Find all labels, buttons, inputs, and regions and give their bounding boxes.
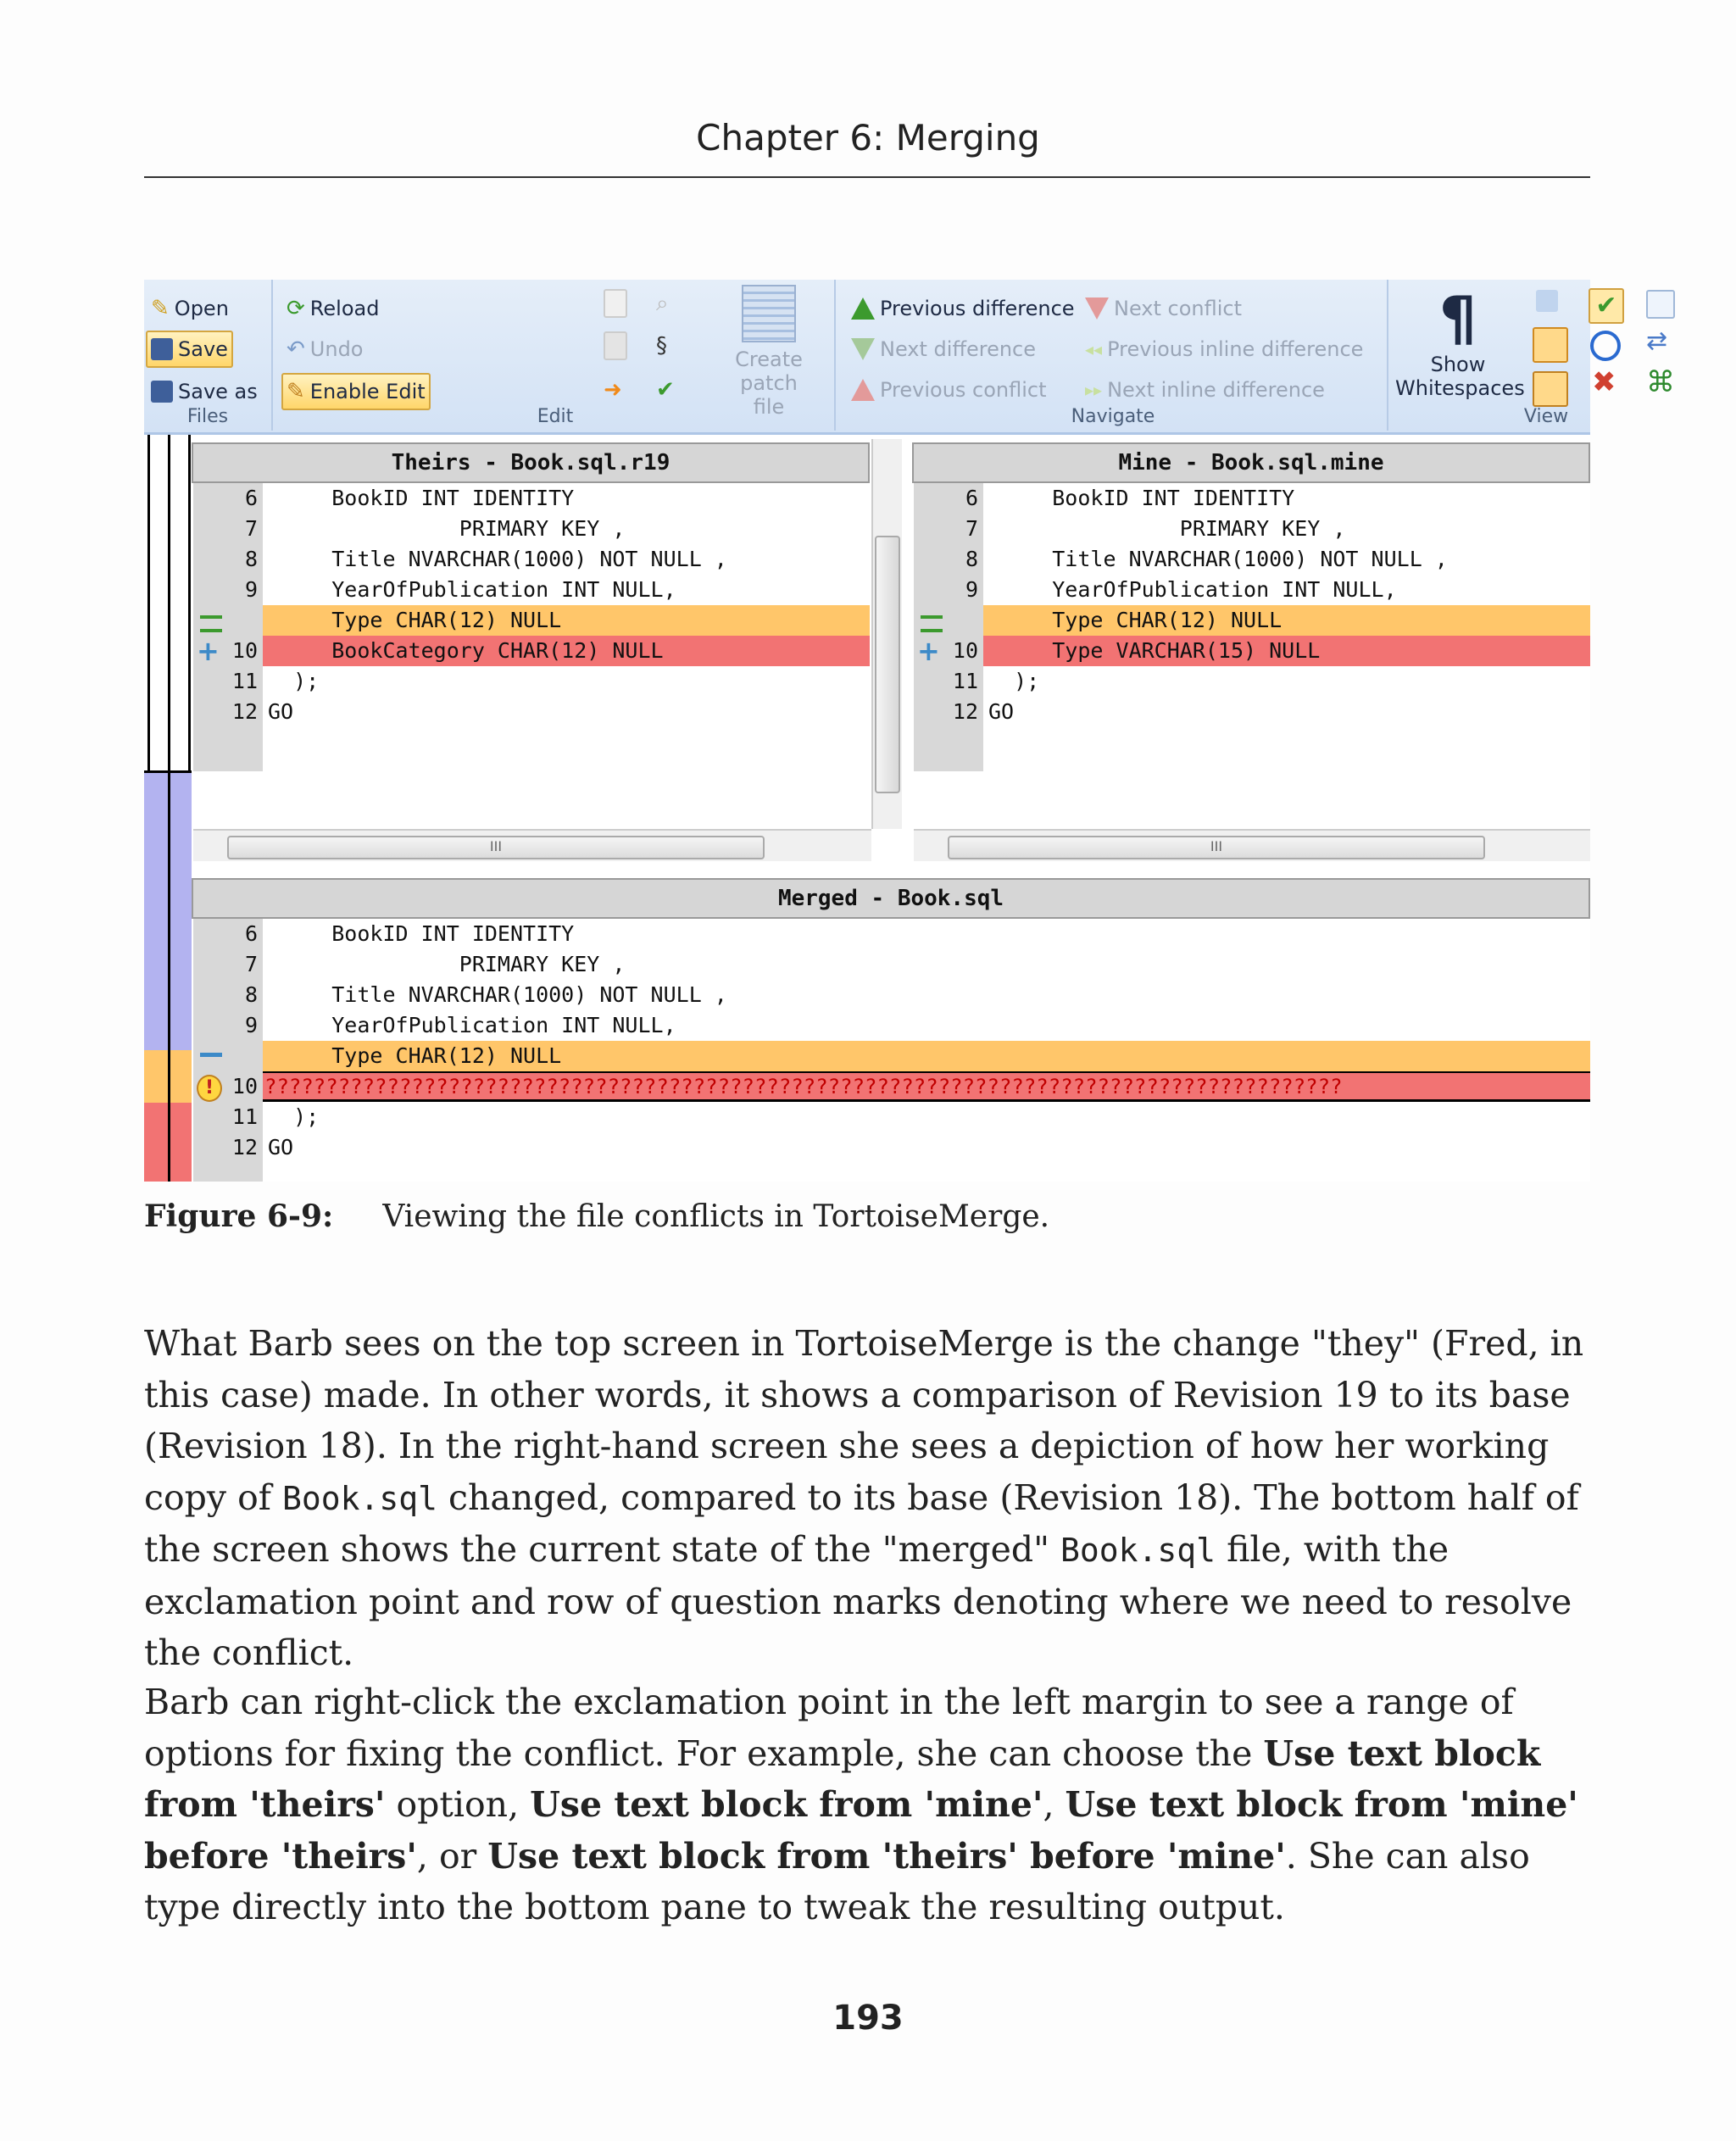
code-line: PRIMARY KEY , [268, 952, 626, 976]
code-line: ); [988, 669, 1040, 693]
tortoisemerge-screenshot [144, 280, 1675, 1182]
code-line: ); [268, 669, 320, 693]
previous-conflict-icon [851, 379, 875, 401]
header-rule [144, 176, 1590, 178]
theirs-horizontal-scrollbar[interactable] [193, 829, 871, 861]
view-group [1392, 280, 1700, 431]
mine-horizontal-scrollbar[interactable] [914, 829, 1590, 861]
next-difference-icon [851, 338, 875, 360]
word-diff-icon[interactable] [1533, 371, 1568, 407]
undo-icon: ↶ [287, 336, 305, 362]
copy-icon[interactable] [600, 286, 631, 320]
save-button[interactable]: Save [146, 331, 233, 368]
theirs-hscroll-thumb[interactable]: III [227, 836, 765, 859]
next-inline-icon: ▸▸ [1085, 380, 1103, 400]
previous-conflict-button[interactable]: Previous conflict [848, 373, 1050, 407]
figure-caption [144, 1198, 1049, 1234]
cross-icon[interactable]: ✖ [1592, 365, 1616, 399]
enable-edit-icon: ✎ [287, 379, 305, 404]
code-line: PRIMARY KEY , [268, 516, 626, 541]
navigate-group-label: Navigate [1071, 406, 1155, 427]
open-icon: ✎ [151, 296, 170, 321]
code-line: Title NVARCHAR(1000) NOT NULL , [268, 982, 727, 1007]
previous-difference-button[interactable]: Previous difference [848, 292, 1078, 325]
line-number: 9 [965, 577, 978, 602]
line-number: 7 [965, 516, 978, 541]
line-number: 6 [244, 921, 258, 946]
files-group-label: Files [186, 406, 229, 427]
reload-button[interactable]: ⟳ Reload [287, 296, 380, 321]
line-number: 11 [231, 1104, 258, 1129]
link-icon[interactable]: § [656, 333, 667, 359]
line-number: 7 [244, 516, 258, 541]
linediff-icon[interactable] [1533, 327, 1568, 363]
collapse-icon[interactable]: ⌘ [1646, 365, 1675, 399]
code-line: ); [268, 1104, 320, 1129]
previous-inline-difference-button[interactable]: ◂◂ Previous inline difference [1085, 337, 1364, 361]
plus-marker-icon: + [197, 635, 220, 667]
plus-marker-icon: + [917, 635, 940, 667]
line-number: 8 [965, 547, 978, 571]
line-number: 8 [244, 982, 258, 1007]
option-theirs-before-mine: Use text block from 'theirs' before 'mine' [487, 1835, 1286, 1877]
code-line: Title NVARCHAR(1000) NOT NULL , [268, 547, 727, 571]
ribbon [144, 280, 1675, 435]
code-line: BookCategory CHAR(12) NULL [268, 638, 664, 663]
line-number: 9 [244, 577, 258, 602]
line-number: 12 [231, 699, 258, 724]
equal-marker-icon [921, 615, 943, 632]
edit-group-label: Edit [537, 406, 574, 427]
paragraph-2: Barb can right-click the exclamation point in the left margin to see a range of options for fixing the conflict. For example, she can choose the Use text block from 'theirs' option, Use text block from 'mine', Use text block from 'mine' before 'theirs', or Use text block from 'theirs' before 'mine'. She can also type directly into the bottom pane to tweak the resulting output. [144, 1682, 1578, 1927]
line-number: 6 [244, 486, 258, 510]
save-as-icon [151, 381, 173, 403]
create-patch-button[interactable]: Create patch file [722, 285, 815, 419]
files-group [144, 280, 273, 431]
theirs-vscroll-thumb[interactable] [875, 536, 900, 793]
next-inline-difference-button[interactable]: ▸▸ Next inline difference [1085, 378, 1325, 402]
chapter-header: Chapter 6: Merging [696, 117, 1040, 158]
swap-icon[interactable]: ⇄ [1646, 326, 1668, 356]
caption-text: Viewing the file conflicts in TortoiseMerge. [382, 1199, 1050, 1234]
theirs-vertical-scrollbar[interactable] [871, 439, 902, 829]
navigate-group [839, 280, 1388, 431]
code-line: BookID INT IDENTITY [268, 486, 575, 510]
code-line: GO [268, 699, 294, 724]
mine-pane-title: Mine - Book.sql.mine [912, 442, 1590, 483]
code-line: Type CHAR(12) NULL [268, 608, 562, 632]
mine-hscroll-thumb[interactable]: III [948, 836, 1485, 859]
save-as-button[interactable]: Save as [147, 375, 261, 409]
code-line: Title NVARCHAR(1000) NOT NULL , [988, 547, 1448, 571]
line-number: 12 [952, 699, 978, 724]
caption-label: Figure 6-9: [144, 1198, 334, 1234]
equal-marker-icon [200, 615, 222, 632]
code-line: YearOfPublication INT NULL, [988, 577, 1397, 602]
view-group-label: View [1523, 406, 1569, 427]
code-line: GO [988, 699, 1015, 724]
code-line: BookID INT IDENTITY [268, 921, 575, 946]
next-difference-button[interactable]: Next difference [848, 332, 1039, 366]
option-theirs: Use text block from 'theirs' [144, 1732, 1541, 1825]
code-line: Type CHAR(12) NULL [988, 608, 1283, 632]
checked-icon[interactable]: ✔ [1589, 288, 1624, 324]
code-line: PRIMARY KEY , [988, 516, 1346, 541]
line-number: 6 [965, 486, 978, 510]
wrap-icon[interactable] [1536, 290, 1558, 312]
equal-marker-icon [200, 1053, 222, 1057]
line-number: 7 [244, 952, 258, 976]
code-line: GO [268, 1135, 294, 1159]
line-number: 10 [231, 638, 258, 663]
layout-icon[interactable] [1646, 290, 1675, 319]
show-whitespaces-button[interactable]: ¶ Show Whitespaces [1395, 284, 1525, 400]
line-number: 10 [231, 1074, 258, 1098]
code-line: ???????????????????????????????????????????????????????????????????????????????????????? [264, 1075, 1343, 1098]
theirs-pane-title: Theirs - Book.sql.r19 [192, 442, 870, 483]
save-icon [151, 338, 173, 360]
previous-difference-icon [851, 298, 875, 320]
line-number: 11 [952, 669, 978, 693]
code-line: BookID INT IDENTITY [988, 486, 1295, 510]
code-inline: Book.sql [281, 1479, 438, 1517]
code-line: YearOfPublication INT NULL, [268, 1013, 676, 1037]
enable-edit-button[interactable]: ✎ Enable Edit [281, 373, 431, 410]
line-number: 9 [244, 1013, 258, 1037]
circle-icon[interactable] [1590, 331, 1621, 361]
code-line: Type CHAR(12) NULL [268, 1043, 562, 1068]
line-number: 11 [231, 669, 258, 693]
code-inline: Book.sql [1060, 1532, 1216, 1569]
use-block-icon[interactable]: ➜ [604, 377, 622, 403]
next-conflict-icon [1085, 298, 1109, 320]
code-line: Type VARCHAR(15) NULL [988, 638, 1321, 663]
location-bar[interactable] [144, 435, 192, 1182]
previous-inline-icon: ◂◂ [1085, 339, 1103, 359]
option-mine: Use text block from 'mine' [530, 1784, 1043, 1825]
open-button[interactable]: ✎ Open [151, 296, 229, 321]
search-icon[interactable]: ⌕ [656, 291, 669, 316]
option-mine-before-theirs: Use text block from 'mine' before 'theirs' [144, 1784, 1578, 1877]
next-conflict-button[interactable]: Next conflict [1082, 292, 1245, 325]
pilcrow-icon: ¶ [1438, 284, 1477, 353]
check-icon[interactable]: ✔ [656, 377, 675, 403]
code-line: YearOfPublication INT NULL, [268, 577, 676, 602]
reload-icon: ⟳ [287, 296, 305, 321]
page-number: 193 [832, 1999, 904, 2038]
line-number: 8 [244, 547, 258, 571]
paste-icon[interactable] [600, 329, 631, 363]
patch-file-icon [742, 285, 796, 342]
line-number: 10 [952, 638, 978, 663]
undo-button[interactable]: ↶ Undo [287, 336, 364, 362]
merged-pane-title: Merged - Book.sql [192, 878, 1590, 919]
edit-group [276, 280, 836, 431]
paragraph-1: What Barb sees on the top screen in TortoiseMerge is the change "they" (Fred, in this case) made. In other words, it shows a comparison of Revision 19 to its base (Revision 18). In the right-hand screen she sees a depiction of how her working copy of Book.sql changed, compared to its base (Revision 18). The bottom half of the screen shows the current state of the "merged" Book.sql file, with the exclamation point and row of question marks denoting where we need to resolve the conflict. [144, 1323, 1584, 1673]
warning-icon[interactable]: ! [197, 1075, 222, 1102]
line-number: 12 [231, 1135, 258, 1159]
